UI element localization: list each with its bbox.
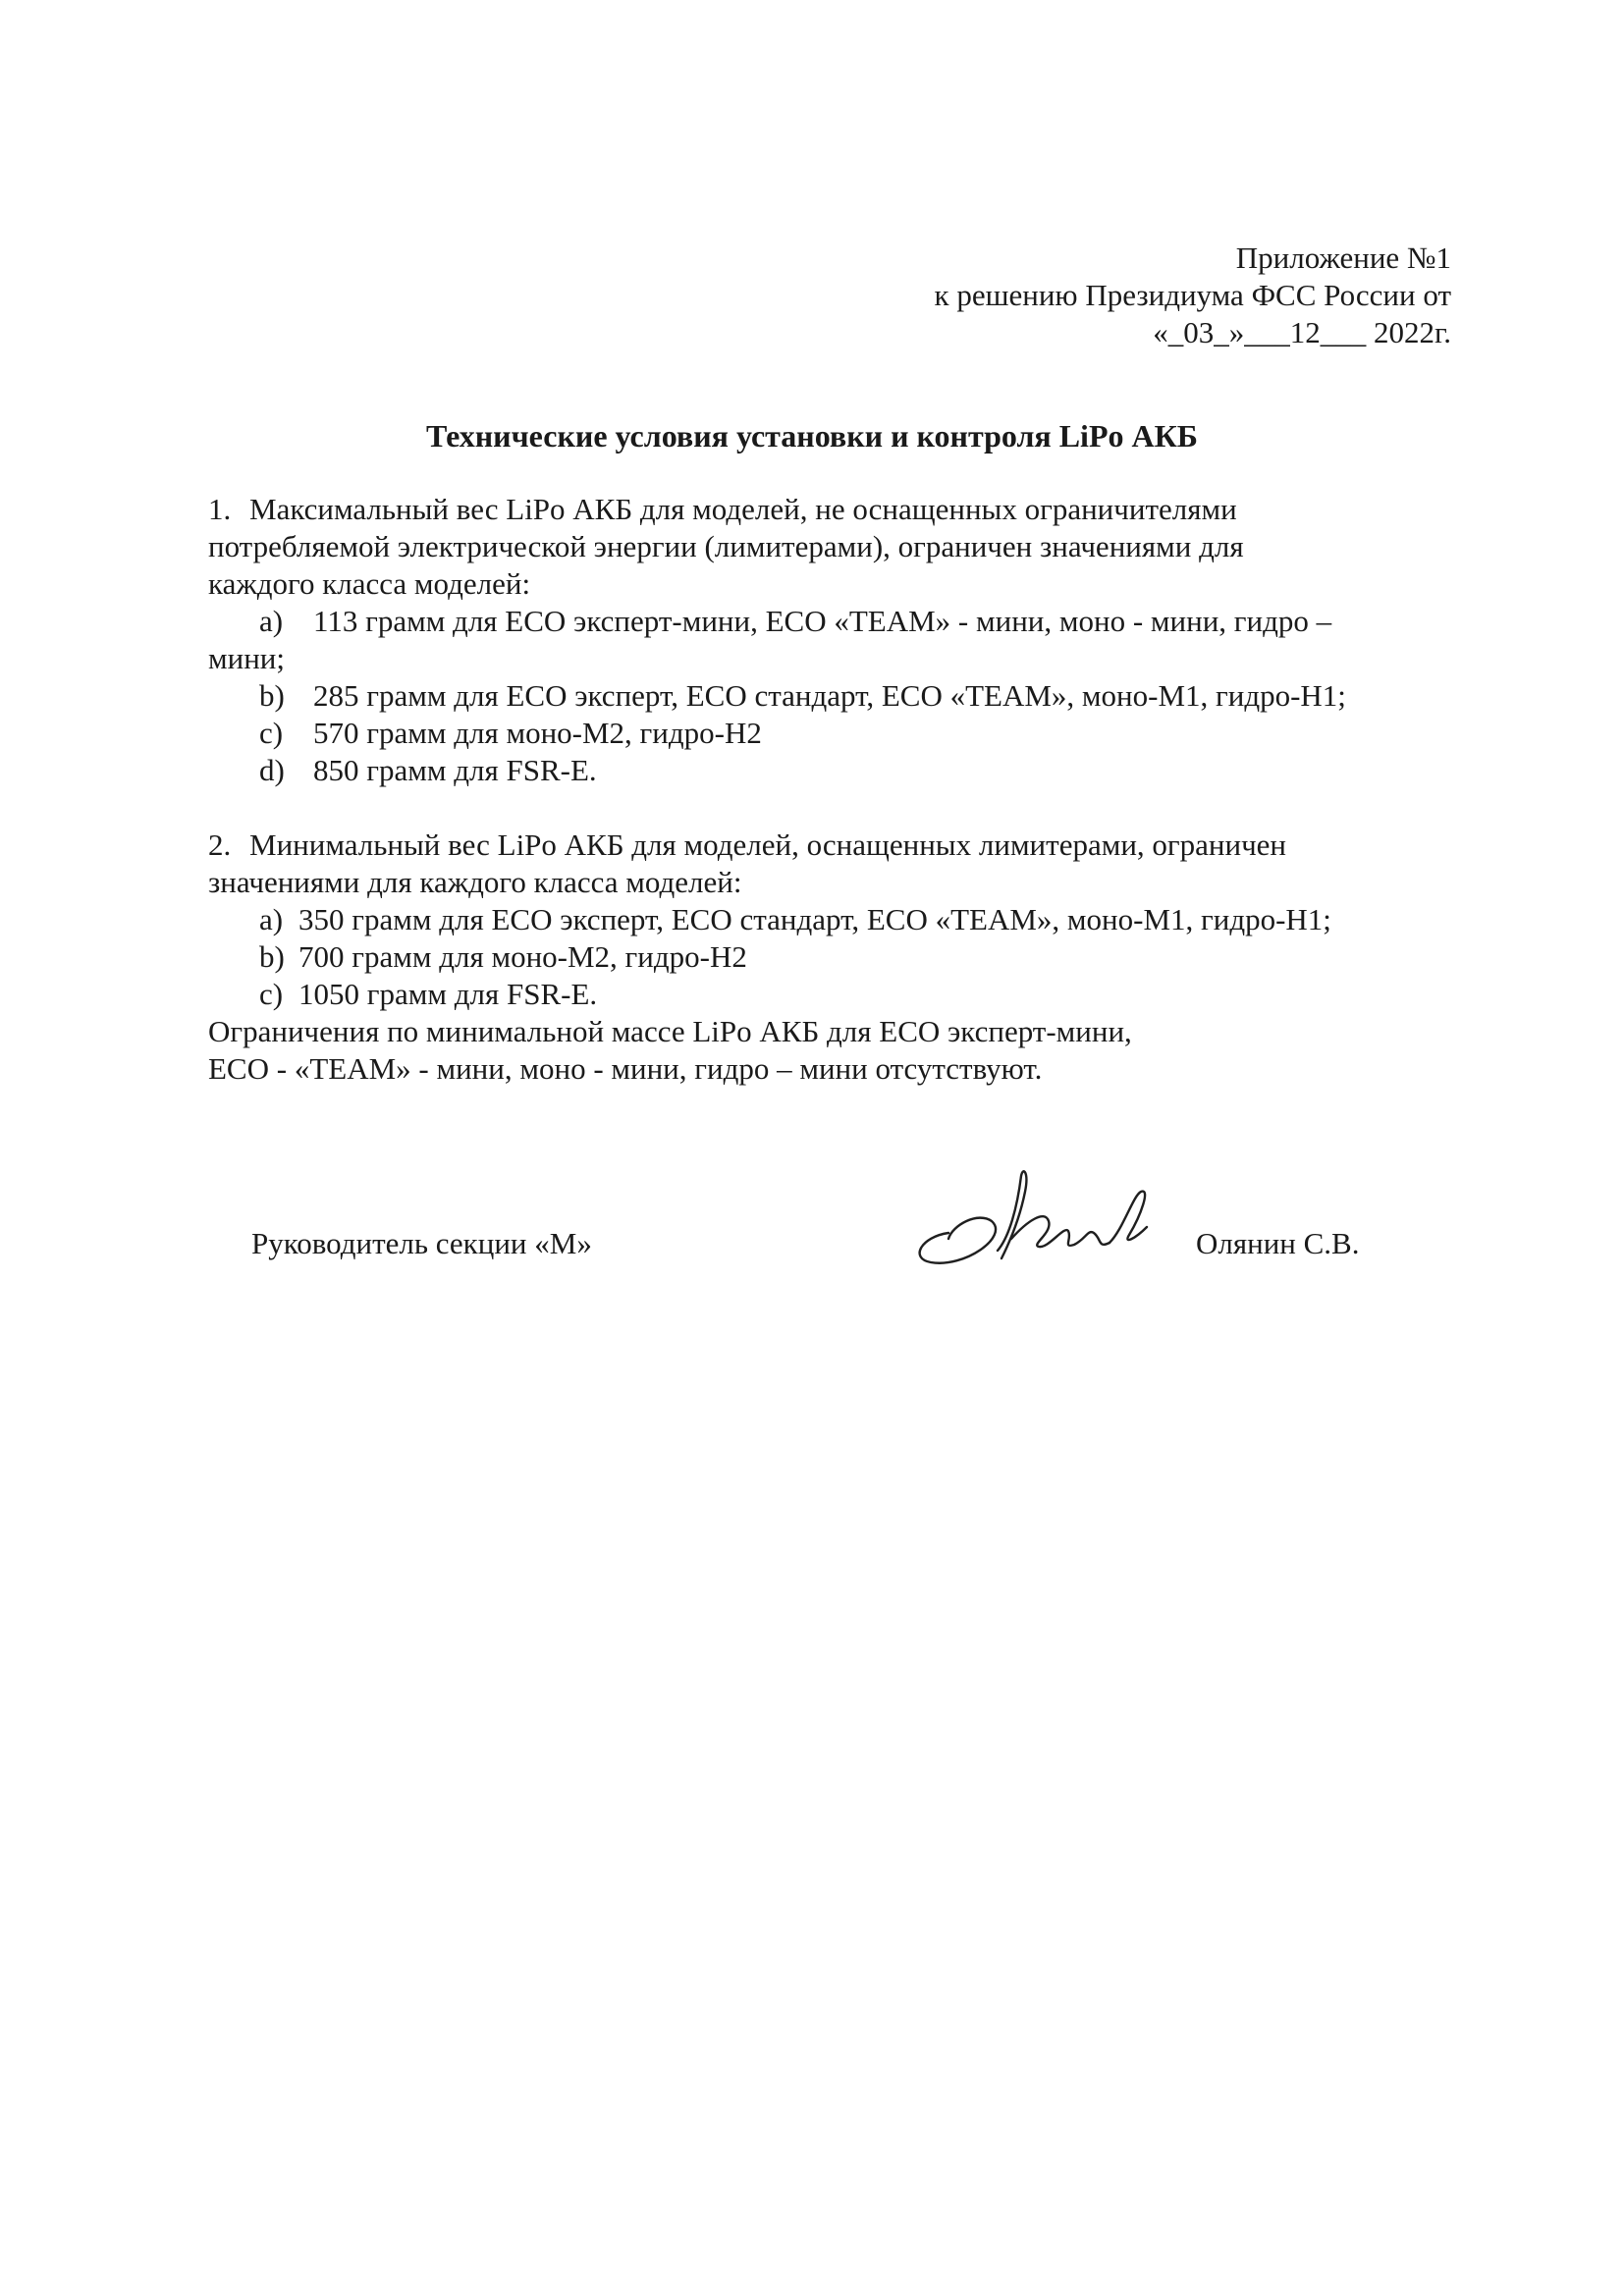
handwritten-signature: [901, 1156, 1196, 1274]
signature-block: [0, 1156, 1624, 1274]
list-item: [208, 976, 1331, 1013]
list-item-text: 350 грамм для ECO эксперт, ECO стандарт, ECO «TEAM», моно-M1, гидро-H1;: [298, 902, 1331, 936]
section-1-number: 1.: [208, 492, 232, 526]
list-item-text: 285 грамм для ECO эксперт, ECO стандарт, ECO «TEAM», моно-M1, гидро-H1;: [313, 678, 1346, 713]
list-item: [208, 715, 1346, 752]
list-item: [208, 938, 1331, 976]
list-item-marker: b): [259, 939, 285, 974]
appendix-decision-reference: к решению Президиума ФСС России от: [934, 278, 1451, 312]
list-item-marker: c): [259, 716, 284, 750]
section-1-line: каждого класса моделей:: [208, 566, 531, 601]
section-1: [208, 491, 1346, 789]
appendix-date: «_03_»___12___ 2022г.: [1153, 315, 1451, 349]
list-item: [208, 603, 1346, 640]
list-item-text: 113 грамм для ECO эксперт-мини, ECO «TEAM» - мини, моно - мини, гидро –: [313, 604, 1332, 638]
list-item-marker: d): [259, 753, 285, 787]
list-item-text: 1050 грамм для FSR-E.: [298, 977, 598, 1011]
section-1-line: потребляемой электрической энергии (лимитерами), ограничен значениями для: [208, 529, 1244, 563]
appendix-header: [935, 240, 1451, 351]
list-item: [208, 677, 1346, 715]
section-2-text: Минимальный вес LiPo АКБ для моделей, оснащенных лимитерами, ограничен: [249, 828, 1287, 862]
list-item-marker: c): [259, 977, 284, 1011]
list-item: [208, 901, 1331, 938]
list-item-marker: b): [259, 678, 285, 713]
list-item-text: 700 грамм для моно-M2, гидро-H2: [298, 939, 747, 974]
section-2: [208, 827, 1331, 1088]
appendix-number: Приложение №1: [1235, 240, 1451, 275]
section-2-footnote-line: ECO - «TEAM» - мини, моно - мини, гидро – мини отсутствуют.: [208, 1051, 1043, 1086]
signatory-name: Олянин С.В.: [1196, 1226, 1360, 1260]
section-2-line: [208, 827, 1331, 864]
section-1-text: Максимальный вес LiPo АКБ для моделей, не оснащенных ограничителями: [249, 492, 1237, 526]
section-2-number: 2.: [208, 828, 232, 862]
section-2-footnote-line: Ограничения по минимальной массе LiPo АКБ для ECO эксперт-мини,: [208, 1014, 1132, 1048]
signatory-role: Руководитель секции «М»: [251, 1226, 592, 1260]
list-item-marker: a): [259, 604, 284, 638]
list-item-marker: a): [259, 902, 284, 936]
list-item-continuation: мини;: [208, 641, 285, 675]
section-1-line: [208, 491, 1346, 528]
list-item-text: 850 грамм для FSR-E.: [313, 753, 597, 787]
list-item: [208, 752, 1346, 789]
list-item-text: 570 грамм для моно-M2, гидро-H2: [313, 716, 762, 750]
document-title: Технические условия установки и контроля LiPo АКБ: [426, 418, 1198, 454]
section-2-line: значениями для каждого класса моделей:: [208, 865, 742, 899]
